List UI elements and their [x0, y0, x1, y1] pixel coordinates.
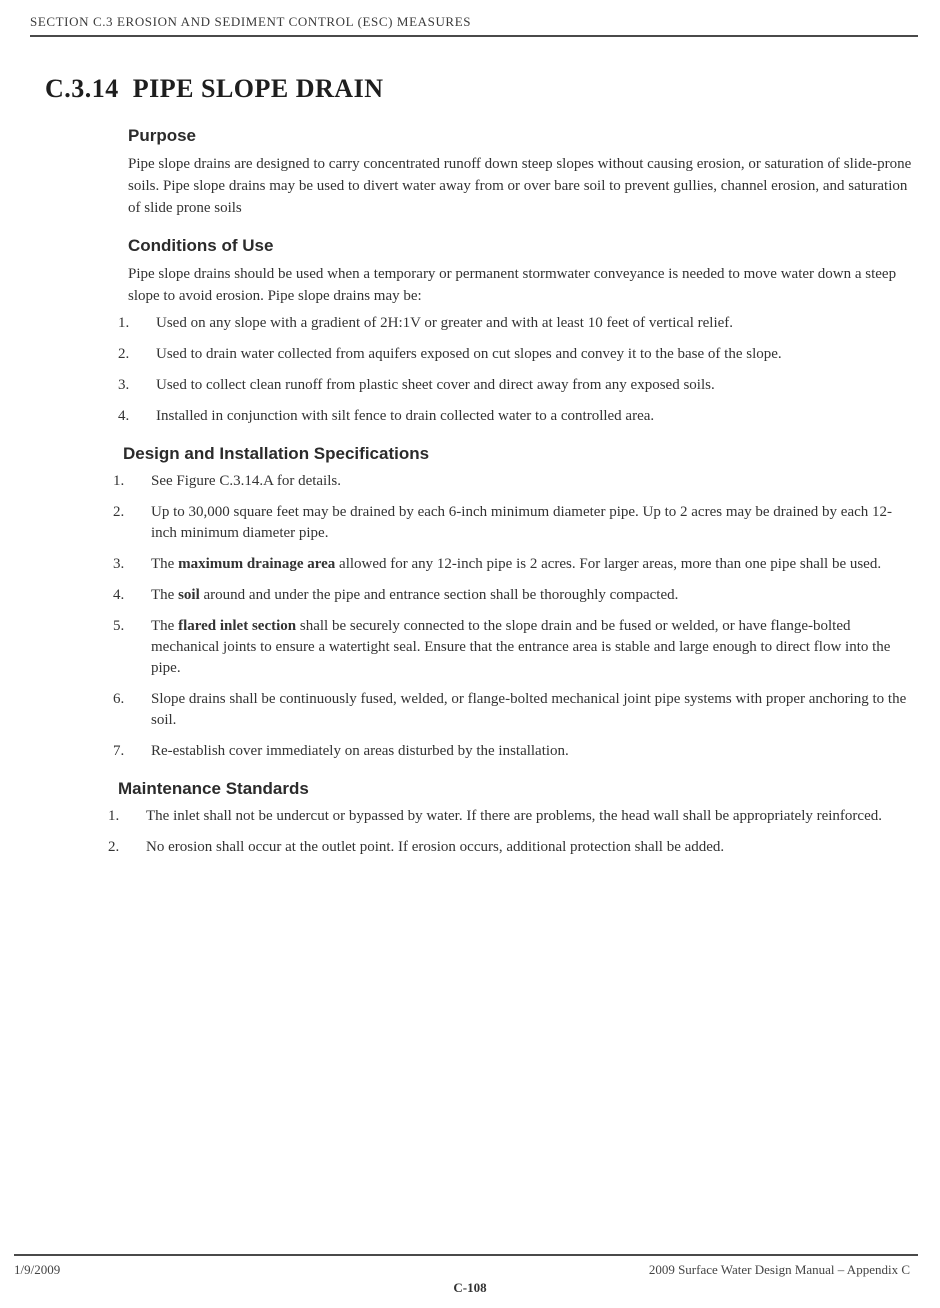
purpose-text: Pipe slope drains are designed to carry concentrated runoff down steep slopes without causing erosion, or saturation of slide-prone soils. Pipe slope drains may be used to divert water away from or over bare soil to prevent gullies, channel erosion, and saturation of slide prone soils — [128, 156, 912, 216]
conditions-heading: Conditions of Use — [128, 236, 274, 255]
list-item-number: 2. — [113, 504, 125, 520]
conditions-list — [118, 313, 913, 427]
conditions-intro: Pipe slope drains should be used when a temporary or permanent stormwater conveyance is needed to move water down a steep slope to avoid erosion. Pipe slope drains may be: — [128, 266, 897, 304]
list-item-number: 2. — [108, 839, 120, 855]
list-item-text-post: shall be securely connected to the slope drain and be fused or welded, or have flange-bolted mechanical joints to ensure a watertight seal. Ensure that the entrance area is stable and large enough to direct flow into the pipe. — [151, 618, 891, 676]
list-item-text: The inlet shall not be undercut or bypassed by water. If there are problems, the head wall shall be appropriately reinforced. — [146, 808, 882, 824]
list-item-text: No erosion shall occur at the outlet point. If erosion occurs, additional protection shall be added. — [146, 839, 725, 855]
purpose-heading: Purpose — [128, 126, 197, 145]
list-item-number: 5. — [113, 618, 125, 634]
list-item-number: 3. — [118, 377, 130, 393]
list-item-text-pre: The — [151, 587, 179, 603]
design-section — [113, 443, 913, 762]
list-item — [113, 554, 913, 575]
conditions-section — [118, 235, 913, 427]
list-item — [118, 406, 913, 427]
list-item — [108, 837, 913, 858]
maintenance-list — [108, 806, 913, 858]
list-item-text: Used to collect clean runoff from plastic sheet cover and direct away from any exposed soils. — [156, 377, 715, 393]
list-item-number: 3. — [113, 556, 125, 572]
section-title — [45, 74, 383, 104]
maintenance-heading: Maintenance Standards — [118, 779, 309, 798]
design-heading: Design and Installation Specifications — [123, 444, 430, 463]
main-content — [108, 125, 913, 868]
list-item-number: 6. — [113, 691, 125, 707]
list-item-text-pre: The — [151, 556, 179, 572]
list-item — [108, 806, 913, 827]
purpose-section — [128, 125, 913, 219]
list-item-text: Used to drain water collected from aquifers exposed on cut slopes and convey it to the base of the slope. — [156, 346, 782, 362]
list-item-number: 1. — [118, 315, 130, 331]
list-item — [113, 502, 913, 544]
list-item — [118, 375, 913, 396]
list-item-number: 2. — [118, 346, 130, 362]
section-title-text: PIPE SLOPE DRAIN — [132, 74, 384, 103]
list-item-text: See Figure C.3.14.A for details. — [151, 473, 341, 489]
list-item — [113, 616, 913, 679]
header-rule — [30, 35, 918, 37]
section-number: C.3.14 — [45, 74, 119, 103]
list-item-text-post: allowed for any 12-inch pipe is 2 acres. For larger areas, more than one pipe shall be used. — [335, 556, 882, 572]
maintenance-section — [108, 778, 913, 858]
page-number: C-108 — [453, 1280, 487, 1295]
list-item — [113, 741, 913, 762]
list-item — [113, 585, 913, 606]
list-item-text-post: around and under the pipe and entrance section shall be thoroughly compacted. — [199, 587, 679, 603]
list-item — [118, 344, 913, 365]
list-item-text-pre: The — [151, 618, 179, 634]
list-item — [113, 689, 913, 731]
list-item-number: 1. — [113, 473, 125, 489]
list-item-number: 4. — [118, 408, 130, 424]
list-item-bold-term: flared inlet section — [178, 618, 297, 634]
footer-date: 1/9/2009 — [14, 1262, 61, 1277]
list-item-number: 7. — [113, 743, 125, 759]
footer-rule — [14, 1254, 918, 1256]
list-item-number: 4. — [113, 587, 125, 603]
list-item-bold-term: maximum drainage area — [178, 556, 336, 572]
footer-manual-title: 2009 Surface Water Design Manual – Appendix C — [648, 1262, 910, 1277]
list-item-text: Re-establish cover immediately on areas disturbed by the installation. — [151, 743, 569, 759]
list-item-text: Used on any slope with a gradient of 2H:1V or greater and with at least 10 feet of vertical relief. — [156, 315, 734, 331]
list-item-number: 1. — [108, 808, 120, 824]
design-list — [113, 471, 913, 762]
list-item — [118, 313, 913, 334]
list-item-text: Installed in conjunction with silt fence to drain collected water to a controlled area. — [156, 408, 655, 424]
list-item-bold-term: soil — [178, 587, 200, 603]
list-item-text: Slope drains shall be continuously fused, welded, or flange-bolted mechanical joint pipe systems with proper anchoring to the soil. — [151, 691, 907, 728]
list-item — [113, 471, 913, 492]
running-header: SECTION C.3 EROSION AND SEDIMENT CONTROL (ESC) MEASURES — [30, 14, 472, 29]
list-item-text: Up to 30,000 square feet may be drained by each 6-inch minimum diameter pipe. Up to 2 acres may be drained by each 12-inch minimum diameter pipe. — [151, 504, 892, 541]
